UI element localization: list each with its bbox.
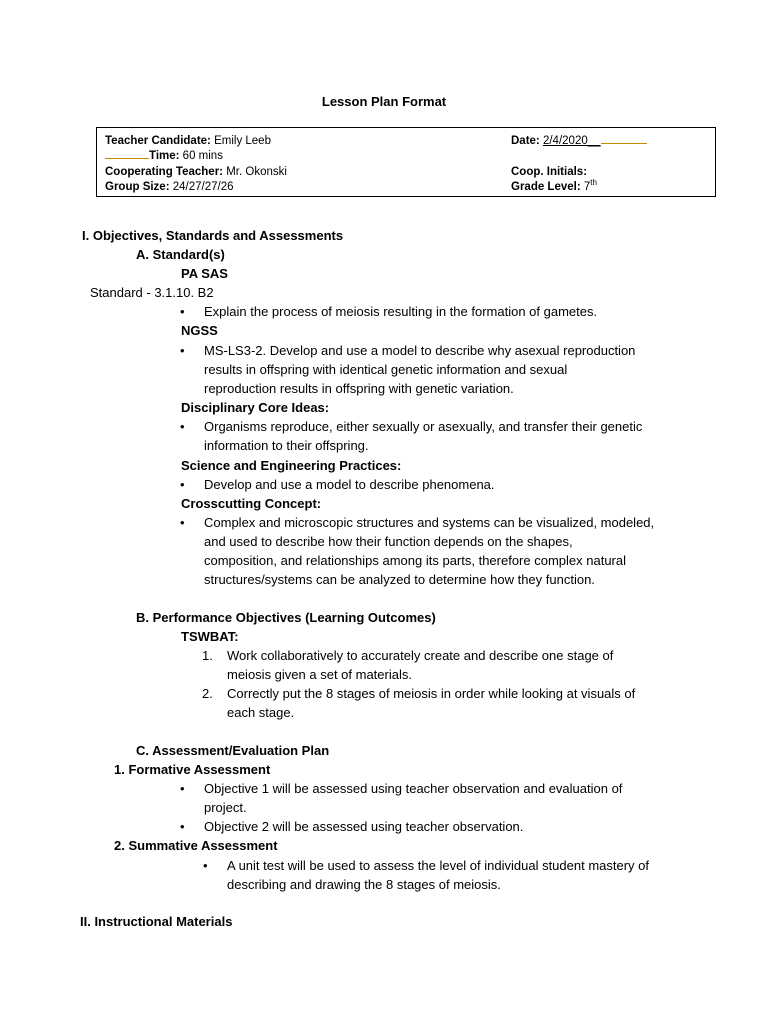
formative-bullet-2: • Objective 2 will be assessed using teacher observation. bbox=[204, 817, 523, 836]
cc-heading: Crosscutting Concept: bbox=[181, 496, 322, 511]
standard-code: Standard - 3.1.10. B2 bbox=[90, 285, 214, 300]
objective-1-line-1: Work collaboratively to accurately create and describe one stage of bbox=[227, 648, 614, 663]
cc-bullet-line-2: and used to describe how their function depends on the shapes, bbox=[204, 534, 573, 549]
section-1-heading: I. Objectives, Standards and Assessments bbox=[82, 228, 344, 243]
coop-initials-label: Coop. Initials: bbox=[511, 166, 588, 178]
assessment-plan-heading: C. Assessment/Evaluation Plan bbox=[136, 743, 330, 758]
sep-bullet: • Develop and use a model to describe phenomena. bbox=[204, 475, 495, 494]
ngss-heading: NGSS bbox=[181, 323, 218, 338]
ngss-bullet-line-1: • MS-LS3-2. Develop and use a model to describe why asexual reproduction bbox=[204, 341, 635, 360]
objective-2-number: 2. bbox=[202, 686, 213, 701]
cc-bullet-line-1: • Complex and microscopic structures and systems can be visualized, modeled, bbox=[204, 513, 654, 532]
cc-bullet-line-3: composition, and relationships among its parts, therefore complex natural bbox=[204, 553, 626, 568]
sep-heading: Science and Engineering Practices: bbox=[181, 458, 402, 473]
group-size-value: 24/27/27/26 bbox=[172, 181, 234, 193]
objective-1-line-2: meiosis given a set of materials. bbox=[227, 667, 412, 682]
date-underline bbox=[601, 135, 647, 144]
grade-level-value: 7 bbox=[583, 181, 591, 193]
section-2-heading: II. Instructional Materials bbox=[80, 914, 233, 929]
objective-2-line-1: Correctly put the 8 stages of meiosis in order while looking at visuals of bbox=[227, 686, 636, 701]
date-label: Date: bbox=[511, 135, 540, 147]
pa-sas-bullet: • Explain the process of meiosis resulting in the formation of gametes. bbox=[204, 302, 597, 321]
page-title: Lesson Plan Format bbox=[321, 94, 447, 109]
lesson-info-box bbox=[96, 127, 716, 197]
teacher-candidate-value: Emily Leeb bbox=[214, 135, 271, 147]
tswbat-label: TSWBAT: bbox=[181, 629, 239, 644]
objective-2-line-2: each stage. bbox=[227, 705, 295, 720]
summative-bullet-line-2: describing and drawing the 8 stages of meiosis. bbox=[227, 877, 501, 892]
coop-initials-row bbox=[511, 165, 587, 180]
date-row bbox=[511, 134, 647, 149]
time-row bbox=[105, 149, 223, 164]
cooperating-teacher-value: Mr. Okonski bbox=[226, 166, 287, 178]
formative-assessment-heading: 1. Formative Assessment bbox=[114, 762, 271, 777]
formative-bullet-1-line-1: • Objective 1 will be assessed using teacher observation and evaluation of bbox=[204, 779, 622, 798]
group-size-row bbox=[105, 180, 234, 195]
group-size-label: Group Size: bbox=[105, 181, 170, 193]
teacher-candidate-label: Teacher Candidate: bbox=[105, 135, 211, 147]
cc-bullet-line-4: structures/systems can be analyzed to determine how they function. bbox=[204, 572, 595, 587]
dci-heading: Disciplinary Core Ideas: bbox=[181, 400, 330, 415]
standards-heading: A. Standard(s) bbox=[136, 247, 225, 262]
pa-sas-heading: PA SAS bbox=[181, 266, 228, 281]
grade-level-row bbox=[511, 180, 597, 195]
objective-1-number: 1. bbox=[202, 648, 213, 663]
ngss-bullet-line-2: results in offspring with identical genetic information and sexual bbox=[204, 362, 568, 377]
time-value: 60 mins bbox=[182, 150, 223, 162]
summative-bullet-line-1: • A unit test will be used to assess the level of individual student mastery of bbox=[227, 856, 649, 875]
time-label: Time: bbox=[149, 150, 180, 162]
formative-bullet-1-line-2: project. bbox=[204, 800, 247, 815]
dci-bullet-line-2: information to their offspring. bbox=[204, 438, 369, 453]
ngss-bullet-line-3: reproduction results in offspring with genetic variation. bbox=[204, 381, 514, 396]
cooperating-teacher-row bbox=[105, 165, 287, 180]
dci-bullet-line-1: • Organisms reproduce, either sexually or asexually, and transfer their genetic bbox=[204, 417, 642, 436]
teacher-candidate-row bbox=[105, 134, 271, 149]
grade-level-suffix: th bbox=[590, 178, 597, 188]
grade-level-label: Grade Level: bbox=[511, 181, 581, 193]
summative-assessment-heading: 2. Summative Assessment bbox=[114, 838, 278, 853]
cooperating-teacher-label: Cooperating Teacher: bbox=[105, 166, 223, 178]
performance-objectives-heading: B. Performance Objectives (Learning Outcomes) bbox=[136, 610, 436, 625]
date-value: 2/4/2020__ bbox=[542, 135, 601, 147]
time-underline bbox=[105, 150, 149, 159]
